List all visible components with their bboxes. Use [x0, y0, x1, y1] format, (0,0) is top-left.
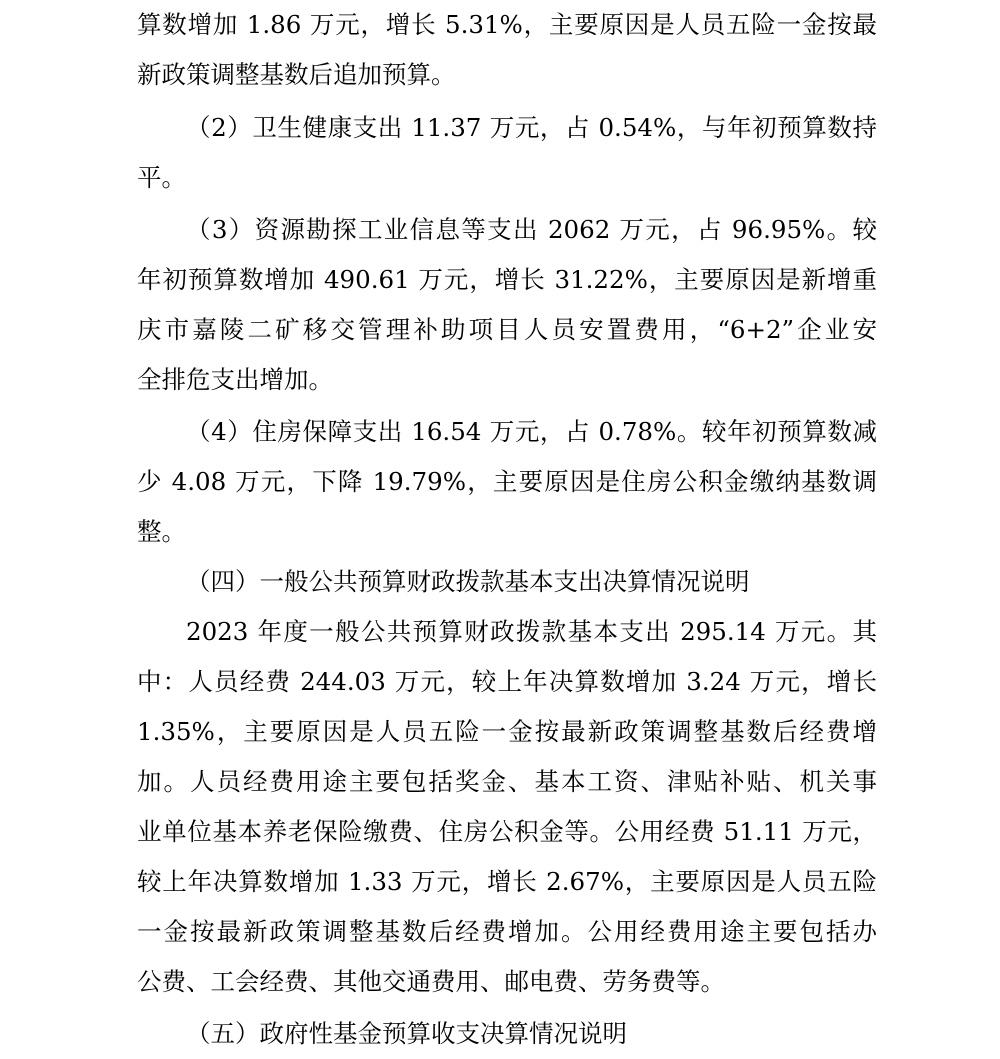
paragraph-line: 业单位基本养老保险缴费、住房公积金等。公用经费 51.11 万元，: [137, 817, 877, 846]
paragraph-line: 庆市嘉陵二矿移交管理补助项目人员安置费用，“6+2”企业安: [137, 315, 877, 344]
paragraph-line: （4）住房保障支出 16.54 万元，占 0.78%。较年初预算数减: [186, 417, 877, 446]
section-heading: （五）政府性基金预算收支决算情况说明: [186, 1019, 627, 1048]
paragraph-line: （2）卫生健康支出 11.37 万元，占 0.54%，与年初预算数持: [186, 113, 877, 142]
paragraph-line: 中：人员经费 244.03 万元，较上年决算数增加 3.24 万元，增长: [137, 667, 877, 696]
paragraph-line: 一金按最新政策调整基数后经费增加。公用经费用途主要包括办: [137, 917, 877, 946]
paragraph-line: 较上年决算数增加 1.33 万元，增长 2.67%，主要原因是人员五险: [137, 867, 877, 896]
paragraph-line: 新政策调整基数后追加预算。: [137, 60, 456, 89]
paragraph-line: 公费、工会经费、其他交通费用、邮电费、劳务费等。: [137, 967, 725, 996]
paragraph-line: 算数增加 1.86 万元，增长 5.31%，主要原因是人员五险一金按最: [137, 10, 877, 39]
paragraph-line: （3）资源勘探工业信息等支出 2062 万元，占 96.95%。较: [186, 215, 877, 244]
section-heading: （四）一般公共预算财政拨款基本支出决算情况说明: [186, 567, 750, 596]
paragraph-line: 加。人员经费用途主要包括奖金、基本工资、津贴补贴、机关事: [137, 767, 877, 796]
paragraph-line: 平。: [137, 163, 186, 192]
paragraph-line: 全排危支出增加。: [137, 365, 333, 394]
paragraph-line: 1.35%，主要原因是人员五险一金按最新政策调整基数后经费增: [137, 717, 877, 746]
paragraph-line: 少 4.08 万元，下降 19.79%，主要原因是住房公积金缴纳基数调: [137, 467, 877, 496]
paragraph-line: 年初预算数增加 490.61 万元，增长 31.22%，主要原因是新增重: [137, 265, 877, 294]
paragraph-line: 2023 年度一般公共预算财政拨款基本支出 295.14 万元。其: [186, 617, 877, 646]
paragraph-line: 整。: [137, 517, 186, 546]
